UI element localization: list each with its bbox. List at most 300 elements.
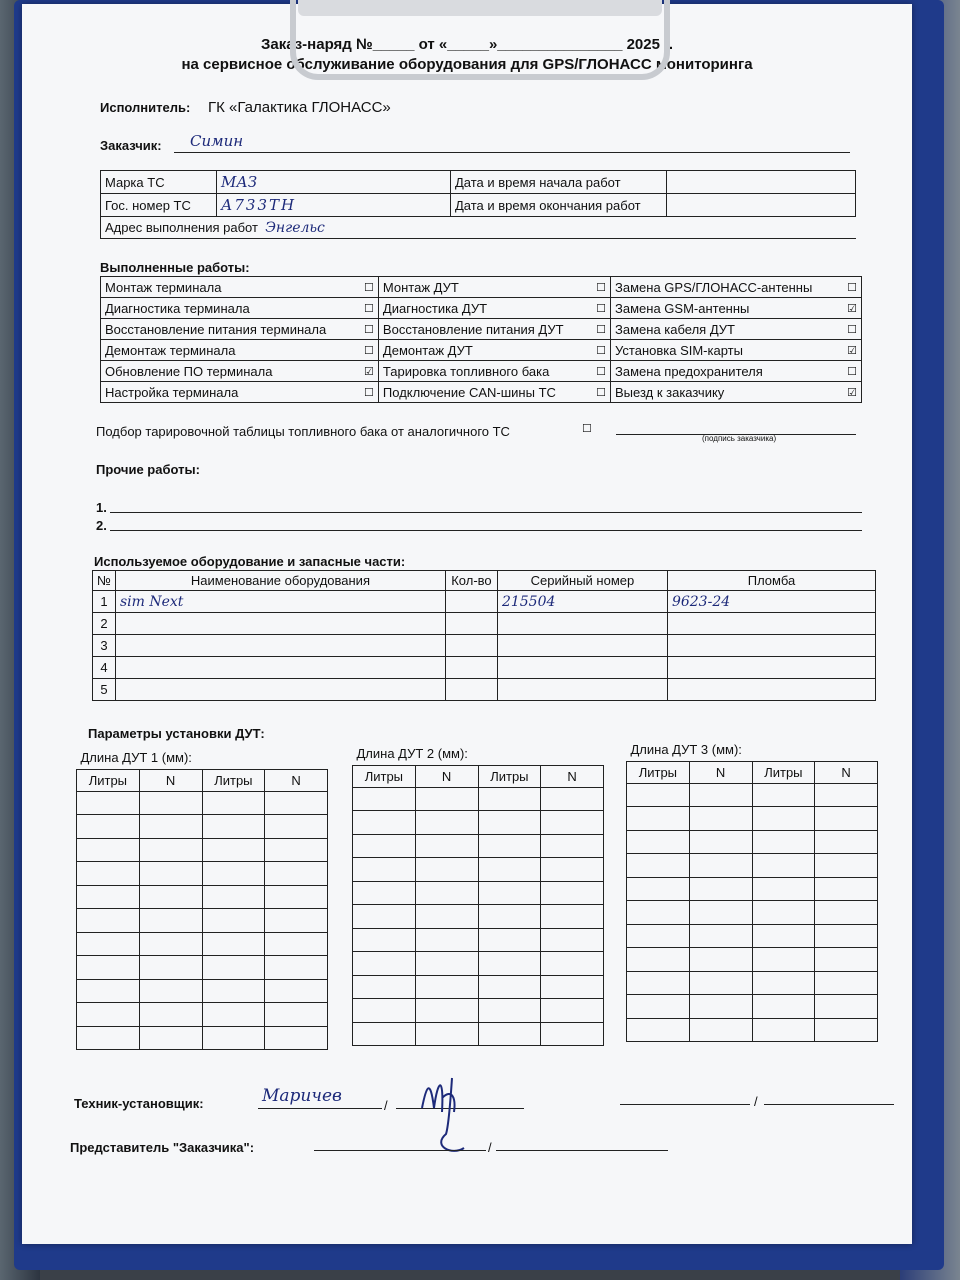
dut-row	[627, 901, 878, 925]
address-label: Адрес выполнения работ Энгельс	[101, 217, 451, 239]
dut-cell[interactable]	[415, 905, 478, 929]
dut-cell[interactable]	[415, 811, 478, 835]
work-checkbox[interactable]: ☐	[360, 298, 378, 319]
work-checkbox[interactable]: ☐	[843, 319, 861, 340]
dut-cell[interactable]	[689, 924, 752, 948]
start-value	[667, 171, 856, 194]
dut-cell[interactable]	[627, 807, 690, 831]
dut-cell[interactable]	[77, 815, 140, 839]
dut-cell[interactable]	[541, 999, 604, 1023]
dut-cell[interactable]	[139, 791, 202, 815]
dut-cell[interactable]	[541, 858, 604, 882]
dut-cell[interactable]	[478, 811, 541, 835]
dut-cell[interactable]	[478, 881, 541, 905]
customer-rep-label: Представитель "Заказчика":	[70, 1140, 255, 1155]
dut-cell[interactable]	[689, 971, 752, 995]
dut-cell[interactable]	[478, 928, 541, 952]
dut-cell[interactable]	[752, 971, 815, 995]
equipment-row	[93, 657, 876, 679]
dut-cell[interactable]	[627, 948, 690, 972]
customer-value: Симин	[190, 132, 244, 150]
equipment-cell-seal: 9623-24	[667, 591, 875, 613]
dut-row	[77, 1026, 328, 1050]
dut-cell[interactable]	[353, 905, 416, 929]
dut-cell[interactable]	[815, 901, 878, 925]
equipment-cell-serial	[497, 679, 667, 701]
dut-cell[interactable]	[139, 815, 202, 839]
dut-cell[interactable]	[139, 909, 202, 933]
dut-cell[interactable]	[627, 830, 690, 854]
dut-cell[interactable]	[541, 928, 604, 952]
work-checkbox[interactable]: ☑	[843, 382, 861, 403]
work-label: Замена предохранителя	[611, 361, 844, 382]
tech-name: Маричев	[262, 1086, 342, 1106]
dut-cell[interactable]	[265, 815, 328, 839]
works-row	[101, 298, 862, 319]
work-checkbox[interactable]: ☑	[360, 361, 378, 382]
dut-row	[627, 1018, 878, 1042]
dut-column-header: N	[415, 765, 478, 787]
dut-cell[interactable]	[353, 881, 416, 905]
dut-cell[interactable]	[815, 924, 878, 948]
customer-label: Заказчик:	[100, 138, 162, 153]
dut-cell[interactable]	[478, 834, 541, 858]
dut-table-3	[626, 738, 878, 1042]
dut-column-header: Литры	[202, 769, 265, 791]
dut-cell[interactable]	[541, 834, 604, 858]
dut-cell[interactable]	[265, 932, 328, 956]
dut-cell[interactable]	[541, 811, 604, 835]
work-label: Замена GSM-антенны	[611, 298, 844, 319]
dut-cell[interactable]	[202, 791, 265, 815]
dut-cell[interactable]	[627, 783, 690, 807]
dut-cell[interactable]	[478, 858, 541, 882]
dut-row	[77, 979, 328, 1003]
dut-cell[interactable]	[353, 858, 416, 882]
equipment-cell-seal	[667, 657, 875, 679]
equipment-cell-qty	[445, 657, 497, 679]
dut-row	[353, 975, 604, 999]
dut-cell[interactable]	[627, 901, 690, 925]
other-work-1: 1.	[96, 500, 107, 515]
dut-cell[interactable]	[478, 787, 541, 811]
dut-row	[353, 858, 604, 882]
equipment-cell-serial	[497, 635, 667, 657]
dut-cell[interactable]	[815, 877, 878, 901]
dut-cell[interactable]	[353, 975, 416, 999]
dut-column-header: N	[265, 769, 328, 791]
brand-value: МАЗ	[217, 171, 451, 194]
dut-cell[interactable]	[265, 1026, 328, 1050]
dut-cell[interactable]	[77, 885, 140, 909]
work-label: Демонтаж терминала	[101, 340, 361, 361]
work-label: Монтаж терминала	[101, 277, 361, 298]
dut-cell[interactable]	[541, 1022, 604, 1046]
equipment-row	[93, 613, 876, 635]
dut-column-header: Литры	[627, 761, 690, 783]
dut-cell[interactable]	[815, 807, 878, 831]
plate-value: А733ТН	[217, 194, 451, 217]
equipment-row	[93, 591, 876, 613]
dut-caption: Длина ДУТ 3 (мм):	[627, 738, 878, 761]
work-label: Подключение CAN-шины ТС	[378, 382, 592, 403]
equipment-title: Используемое оборудование и запасные части:	[94, 554, 406, 569]
dut-row	[77, 791, 328, 815]
dut-column-header: Литры	[77, 769, 140, 791]
work-checkbox[interactable]: ☑	[843, 340, 861, 361]
brand-label: Марка ТС	[101, 171, 217, 194]
customer-rep-line-2	[496, 1150, 668, 1151]
dut-cell[interactable]	[689, 995, 752, 1019]
dut-caption: Длина ДУТ 1 (мм):	[77, 746, 328, 769]
dut-cell[interactable]	[627, 971, 690, 995]
dut-cell[interactable]	[202, 885, 265, 909]
dut-cell[interactable]	[77, 838, 140, 862]
dut-cell[interactable]	[689, 948, 752, 972]
dut-cell[interactable]	[77, 956, 140, 980]
dut-cell[interactable]	[752, 807, 815, 831]
dut-column-header: N	[139, 769, 202, 791]
work-checkbox[interactable]: ☐	[360, 319, 378, 340]
dut-cell[interactable]	[77, 1026, 140, 1050]
dut-cell[interactable]	[752, 948, 815, 972]
other-work-2: 2.	[96, 518, 107, 533]
dut-cell[interactable]	[815, 854, 878, 878]
equipment-cell-qty	[445, 679, 497, 701]
equipment-cell-qty	[445, 613, 497, 635]
work-checkbox[interactable]: ☑	[843, 298, 861, 319]
equipment-column-header: №	[93, 571, 116, 591]
dut-cell[interactable]	[689, 901, 752, 925]
equipment-cell-name	[115, 635, 445, 657]
works-title: Выполненные работы:	[100, 260, 250, 275]
equipment-cell-qty	[445, 591, 497, 613]
dut-cell[interactable]	[353, 999, 416, 1023]
dut-row	[353, 881, 604, 905]
dut-cell[interactable]	[815, 995, 878, 1019]
dut-cell[interactable]	[265, 791, 328, 815]
work-label: Замена GPS/ГЛОНАСС-антенны	[611, 277, 844, 298]
dut-row	[627, 807, 878, 831]
work-label: Диагностика ДУТ	[378, 298, 592, 319]
dut-row	[77, 838, 328, 862]
dut-cell[interactable]	[815, 830, 878, 854]
dut-cell[interactable]	[265, 956, 328, 980]
dut-cell[interactable]	[265, 1003, 328, 1027]
dut-cell[interactable]	[265, 909, 328, 933]
vehicle-table	[100, 170, 856, 239]
dut-cell[interactable]	[415, 1022, 478, 1046]
form-title-line1: Заказ-наряд №_____ от «_____»_______________ 2025 г.	[260, 36, 674, 53]
work-label: Восстановление питания терминала	[101, 319, 361, 340]
dut-cell[interactable]	[627, 995, 690, 1019]
dut-cell[interactable]	[139, 932, 202, 956]
dut-cell[interactable]	[139, 956, 202, 980]
dut-cell[interactable]	[265, 979, 328, 1003]
work-label: Монтаж ДУТ	[378, 277, 592, 298]
dut-cell[interactable]	[353, 787, 416, 811]
dut-cell[interactable]	[77, 909, 140, 933]
calibration-checkbox[interactable]: ☐	[582, 423, 592, 435]
equipment-cell-n: 2	[93, 613, 116, 635]
dut-cell[interactable]	[627, 854, 690, 878]
works-row	[101, 277, 862, 298]
other-work-line-1	[110, 512, 862, 513]
equipment-row	[93, 679, 876, 701]
dut-cell[interactable]	[689, 807, 752, 831]
dut-cell[interactable]	[77, 932, 140, 956]
dut-cell[interactable]	[353, 952, 416, 976]
dut-cell[interactable]	[627, 877, 690, 901]
dut-table-2	[352, 742, 604, 1046]
dut-cell[interactable]	[415, 952, 478, 976]
dut-row	[627, 854, 878, 878]
dut-column-header: N	[541, 765, 604, 787]
dut-cell[interactable]	[139, 979, 202, 1003]
dut-cell[interactable]	[541, 952, 604, 976]
dut-row	[353, 928, 604, 952]
order-form-paper	[22, 4, 912, 1244]
work-label: Установка SIM-карты	[611, 340, 844, 361]
clipboard-clip	[290, 0, 670, 80]
dut-cell[interactable]	[202, 862, 265, 886]
dut-cell[interactable]	[478, 999, 541, 1023]
equipment-cell-name	[115, 679, 445, 701]
dut-cell[interactable]	[415, 834, 478, 858]
dut-row	[353, 811, 604, 835]
work-checkbox[interactable]: ☐	[360, 382, 378, 403]
equipment-column-header: Серийный номер	[497, 571, 667, 591]
plate-label: Гос. номер ТС	[101, 194, 217, 217]
dut-cell[interactable]	[77, 979, 140, 1003]
dut-cell[interactable]	[689, 783, 752, 807]
work-checkbox[interactable]: ☐	[592, 361, 610, 382]
dut-cell[interactable]	[139, 1003, 202, 1027]
end-value	[667, 194, 856, 217]
work-checkbox[interactable]: ☐	[843, 277, 861, 298]
dut-cell[interactable]	[202, 909, 265, 933]
dut-cell[interactable]	[353, 1022, 416, 1046]
work-checkbox[interactable]: ☐	[592, 382, 610, 403]
dut-cell[interactable]	[77, 791, 140, 815]
dut-cell[interactable]	[415, 928, 478, 952]
equipment-table	[92, 570, 876, 701]
equipment-cell-seal	[667, 613, 875, 635]
equipment-cell-n: 4	[93, 657, 116, 679]
equipment-cell-serial	[497, 613, 667, 635]
dut-cell[interactable]	[202, 815, 265, 839]
work-label: Выезд к заказчику	[611, 382, 844, 403]
dut-cell[interactable]	[202, 1003, 265, 1027]
equipment-cell-seal	[667, 635, 875, 657]
dut-cell[interactable]	[415, 858, 478, 882]
equipment-cell-qty	[445, 635, 497, 657]
dut-cell[interactable]	[752, 924, 815, 948]
dut-row	[353, 999, 604, 1023]
tech-slash: /	[384, 1098, 388, 1113]
dut-cell[interactable]	[689, 854, 752, 878]
work-checkbox[interactable]: ☐	[592, 298, 610, 319]
end-label: Дата и время окончания работ	[451, 194, 667, 217]
equipment-cell-n: 1	[93, 591, 116, 613]
dut-column-header: Литры	[353, 765, 416, 787]
dut-cell[interactable]	[541, 905, 604, 929]
dut-cell[interactable]	[478, 1022, 541, 1046]
tech-label: Техник-установщик:	[74, 1096, 204, 1111]
dut-cell[interactable]	[752, 1018, 815, 1042]
dut-row	[353, 952, 604, 976]
dut-cell[interactable]	[353, 834, 416, 858]
dut-row	[77, 956, 328, 980]
equipment-cell-n: 5	[93, 679, 116, 701]
dut-cell[interactable]	[139, 885, 202, 909]
dut-row	[353, 905, 604, 929]
equipment-row	[93, 635, 876, 657]
dut-row	[627, 971, 878, 995]
dut-cell[interactable]	[689, 830, 752, 854]
dut-cell[interactable]	[265, 838, 328, 862]
dut-row	[77, 862, 328, 886]
dut-row	[77, 885, 328, 909]
dut-cell[interactable]	[815, 948, 878, 972]
other-work-line-2	[110, 530, 862, 531]
dut-cell[interactable]	[353, 811, 416, 835]
dut-cell[interactable]	[202, 1026, 265, 1050]
dut-cell[interactable]	[752, 901, 815, 925]
customer-rep-line-1	[314, 1150, 486, 1151]
work-label: Обновление ПО терминала	[101, 361, 361, 382]
work-label: Тарировка топливного бака	[378, 361, 592, 382]
dut-cell[interactable]	[815, 783, 878, 807]
equipment-column-header: Наименование оборудования	[115, 571, 445, 591]
work-checkbox[interactable]: ☐	[360, 277, 378, 298]
sig-slash-2: /	[754, 1094, 758, 1109]
dut-cell[interactable]	[77, 1003, 140, 1027]
works-row	[101, 382, 862, 403]
dut-cell[interactable]	[202, 956, 265, 980]
work-label: Замена кабеля ДУТ	[611, 319, 844, 340]
works-row	[101, 361, 862, 382]
dut-cell[interactable]	[752, 783, 815, 807]
works-row	[101, 340, 862, 361]
dut-cell[interactable]	[752, 877, 815, 901]
work-checkbox[interactable]: ☐	[360, 340, 378, 361]
equipment-cell-name: sim Next	[115, 591, 445, 613]
work-label: Диагностика терминала	[101, 298, 361, 319]
dut-cell[interactable]	[415, 881, 478, 905]
dut-cell[interactable]	[478, 905, 541, 929]
dut-cell[interactable]	[202, 932, 265, 956]
customer-signature-caption: (подпись заказчика)	[702, 434, 777, 443]
form-title-line2: на сервисное обслуживание оборудования для GPS/ГЛОНАСС мониторинга	[181, 56, 753, 73]
works-table	[100, 276, 862, 403]
work-checkbox[interactable]: ☐	[592, 277, 610, 298]
dut-title: Параметры установки ДУТ:	[88, 726, 265, 741]
work-label: Настройка терминала	[101, 382, 361, 403]
dut-row	[353, 834, 604, 858]
equipment-cell-name	[115, 657, 445, 679]
customer-line	[174, 152, 850, 153]
dut-cell[interactable]	[689, 877, 752, 901]
work-checkbox[interactable]: ☐	[592, 319, 610, 340]
equipment-cell-name	[115, 613, 445, 635]
dut-cell[interactable]	[415, 787, 478, 811]
equipment-cell-serial: 215504	[497, 591, 667, 613]
dut-row	[627, 877, 878, 901]
dut-cell[interactable]	[478, 975, 541, 999]
dut-cell[interactable]	[77, 862, 140, 886]
dut-cell[interactable]	[478, 952, 541, 976]
dut-row	[77, 909, 328, 933]
dut-cell[interactable]	[752, 830, 815, 854]
start-label: Дата и время начала работ	[451, 171, 667, 194]
equipment-column-header: Кол-во	[445, 571, 497, 591]
dut-cell[interactable]	[689, 1018, 752, 1042]
address-value: Энгельс	[265, 219, 325, 236]
dut-cell[interactable]	[541, 975, 604, 999]
dut-row	[627, 830, 878, 854]
sig-line-3	[620, 1104, 750, 1105]
dut-cell[interactable]	[202, 838, 265, 862]
equipment-column-header: Пломба	[667, 571, 875, 591]
equipment-cell-serial	[497, 657, 667, 679]
dut-cell[interactable]	[265, 885, 328, 909]
work-checkbox[interactable]: ☐	[592, 340, 610, 361]
dut-cell[interactable]	[353, 928, 416, 952]
tech-name-line	[258, 1108, 382, 1109]
sig-line-4	[764, 1104, 894, 1105]
dut-table-1	[76, 746, 328, 1050]
dut-row	[627, 924, 878, 948]
dut-cell[interactable]	[139, 838, 202, 862]
dut-cell[interactable]	[415, 975, 478, 999]
dut-row	[77, 815, 328, 839]
dut-cell[interactable]	[265, 862, 328, 886]
dut-cell[interactable]	[627, 924, 690, 948]
dut-row	[353, 787, 604, 811]
dut-cell[interactable]	[541, 881, 604, 905]
work-checkbox[interactable]: ☐	[843, 361, 861, 382]
dut-column-header: Литры	[752, 761, 815, 783]
dut-cell[interactable]	[752, 854, 815, 878]
equipment-cell-n: 3	[93, 635, 116, 657]
dut-cell[interactable]	[139, 862, 202, 886]
dut-row	[77, 1003, 328, 1027]
executor-label: Исполнитель:	[100, 100, 191, 115]
dut-row	[627, 783, 878, 807]
work-label: Демонтаж ДУТ	[378, 340, 592, 361]
dut-column-header: Литры	[478, 765, 541, 787]
dut-cell[interactable]	[752, 995, 815, 1019]
dut-column-header: N	[815, 761, 878, 783]
dut-cell[interactable]	[815, 971, 878, 995]
dut-cell[interactable]	[627, 1018, 690, 1042]
dut-cell[interactable]	[139, 1026, 202, 1050]
calibration-label: Подбор тарировочной таблицы топливного бака от аналогичного ТС	[96, 424, 510, 439]
dut-cell[interactable]	[541, 787, 604, 811]
customer-rep-slash: /	[488, 1140, 492, 1155]
dut-row	[353, 1022, 604, 1046]
dut-row	[627, 948, 878, 972]
dut-cell[interactable]	[202, 979, 265, 1003]
dut-row	[627, 995, 878, 1019]
equipment-cell-seal	[667, 679, 875, 701]
dut-cell[interactable]	[415, 999, 478, 1023]
dut-cell[interactable]	[815, 1018, 878, 1042]
executor-value: ГК «Галактика ГЛОНАСС»	[208, 99, 391, 116]
dut-caption: Длина ДУТ 2 (мм):	[353, 742, 604, 765]
other-works-title: Прочие работы:	[96, 462, 200, 477]
